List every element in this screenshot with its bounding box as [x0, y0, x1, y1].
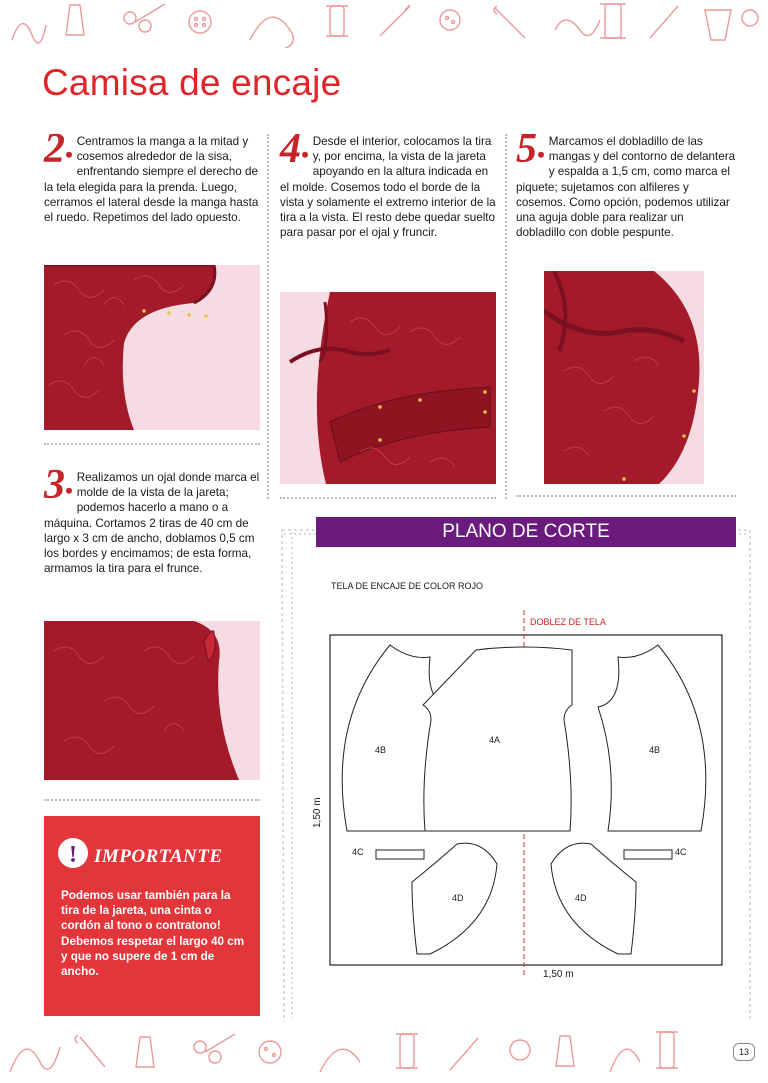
spool-icon: [330, 6, 344, 36]
column-divider: [267, 134, 269, 499]
step-text: Centramos la manga a la mitad y cosemos alrededor de la sisa, enfrentando siempre el derecho de la tela elegida para la prenda. Luego, cerramos el lateral desde la manga hasta el ruedo. Repetimos del lado opuesto.: [44, 135, 259, 225]
cutting-plan-title: PLANO DE CORTE: [316, 517, 736, 547]
spool-icon: [660, 1032, 674, 1068]
spool-icon: [400, 1034, 414, 1068]
spool-icon: [605, 4, 621, 38]
button-icon: [440, 10, 460, 30]
safety-pin-icon: [75, 1035, 105, 1067]
thread-icon: [555, 20, 600, 36]
column-divider: [505, 134, 507, 499]
width-label: 1,50 m: [543, 969, 574, 980]
piece-4c-left: [376, 850, 424, 859]
fold-label: DOBLEZ DE TELA: [530, 617, 606, 627]
step-number: 2•: [44, 126, 73, 172]
step-number: 3•: [44, 462, 73, 508]
button-icon: [189, 11, 211, 33]
step-2: [44, 126, 260, 225]
thimble-icon: [66, 5, 84, 35]
piece-4b-right: [598, 645, 706, 831]
thread-icon: [10, 1047, 60, 1072]
important-text: Podemos usar también para la tira de la jareta, una cinta o cordón al tono o contratono! Debemos respetar el largo 40 cm y que no supere de 1 cm de ancho.: [61, 889, 245, 979]
piece-label: 4B: [649, 745, 661, 755]
bottom-decorative-band: [0, 1022, 768, 1083]
step-5-photo: [544, 271, 704, 484]
needle-icon: [380, 5, 410, 36]
step-4: [280, 126, 498, 240]
step-3-photo: [44, 621, 260, 780]
piece-label: 4C: [675, 847, 687, 857]
page-title: Camisa de encaje: [42, 62, 342, 103]
piece-4d-right: [551, 843, 636, 954]
thread-icon: [320, 1049, 360, 1072]
thimble-icon: [705, 10, 731, 40]
piece-label: 4B: [375, 745, 387, 755]
thread-icon: [610, 1049, 640, 1072]
height-label: 1,50 m: [312, 797, 323, 828]
button-icon: [510, 1040, 530, 1060]
needle-icon: [450, 1038, 478, 1070]
thread-icon: [250, 17, 293, 48]
divider: [516, 495, 736, 497]
divider: [44, 799, 260, 801]
step-3: [44, 462, 260, 576]
cutting-layout: [300, 600, 740, 990]
step-2-photo: [44, 265, 260, 430]
exclamation-icon: [58, 838, 88, 868]
svg-text:!: !: [69, 842, 77, 868]
step-4-photo: [280, 292, 496, 484]
needle-icon: [650, 6, 678, 38]
important-heading: IMPORTANTE: [94, 846, 223, 867]
piece-label: 4D: [452, 893, 464, 903]
fabric-label: TELA DE ENCAJE DE COLOR ROJO: [331, 581, 484, 591]
divider: [44, 443, 260, 445]
step-number: 4•: [280, 126, 309, 172]
thimble-icon: [136, 1037, 154, 1067]
step-number: 5•: [516, 126, 545, 172]
scissors-icon: [124, 12, 136, 24]
important-box: [44, 816, 260, 1016]
thread-icon: [12, 24, 46, 43]
step-text: Marcamos el dobladillo de las mangas y del contorno de delantera y espalda a 1,5 cm, como marca el piquete; sujetamos con alfileres y cosemos. Como opción, podemos utilizar una aguja doble para realizar un dobladillo con doble pespunte.: [516, 135, 736, 240]
button-icon: [259, 1041, 281, 1063]
piece-label: 4C: [352, 847, 364, 857]
page-number: 13: [733, 1043, 755, 1061]
top-decorative-band: [0, 0, 768, 48]
button-icon: [742, 10, 758, 26]
piece-label: 4D: [575, 893, 587, 903]
scissors-icon: [194, 1041, 206, 1053]
thimble-icon: [556, 1036, 574, 1066]
step-text: Desde el interior, colocamos la tira y, por encima, la vista de la jareta apoyando en la altura indicada en el molde. Cosemos todo el borde de la vista y solamente el extremo interior de la tira a la vista. El resto debe quedar suelto para pasar por el ojal y fruncir.: [280, 135, 496, 240]
step-5: [516, 126, 736, 240]
step-text: Realizamos un ojal donde marca el molde de la vista de la jareta; podemos hacerlo a mano o a máquina. Cortamos 2 tiras de 40 cm de largo x 3 cm de ancho, doblamos 0,5 cm los bordes y encimamos; de esta forma, armamos la tira para el frunce.: [44, 471, 260, 576]
piece-label: 4A: [489, 735, 501, 745]
divider: [280, 497, 496, 499]
piece-4c-right: [624, 850, 672, 859]
safety-pin-icon: [494, 6, 525, 38]
